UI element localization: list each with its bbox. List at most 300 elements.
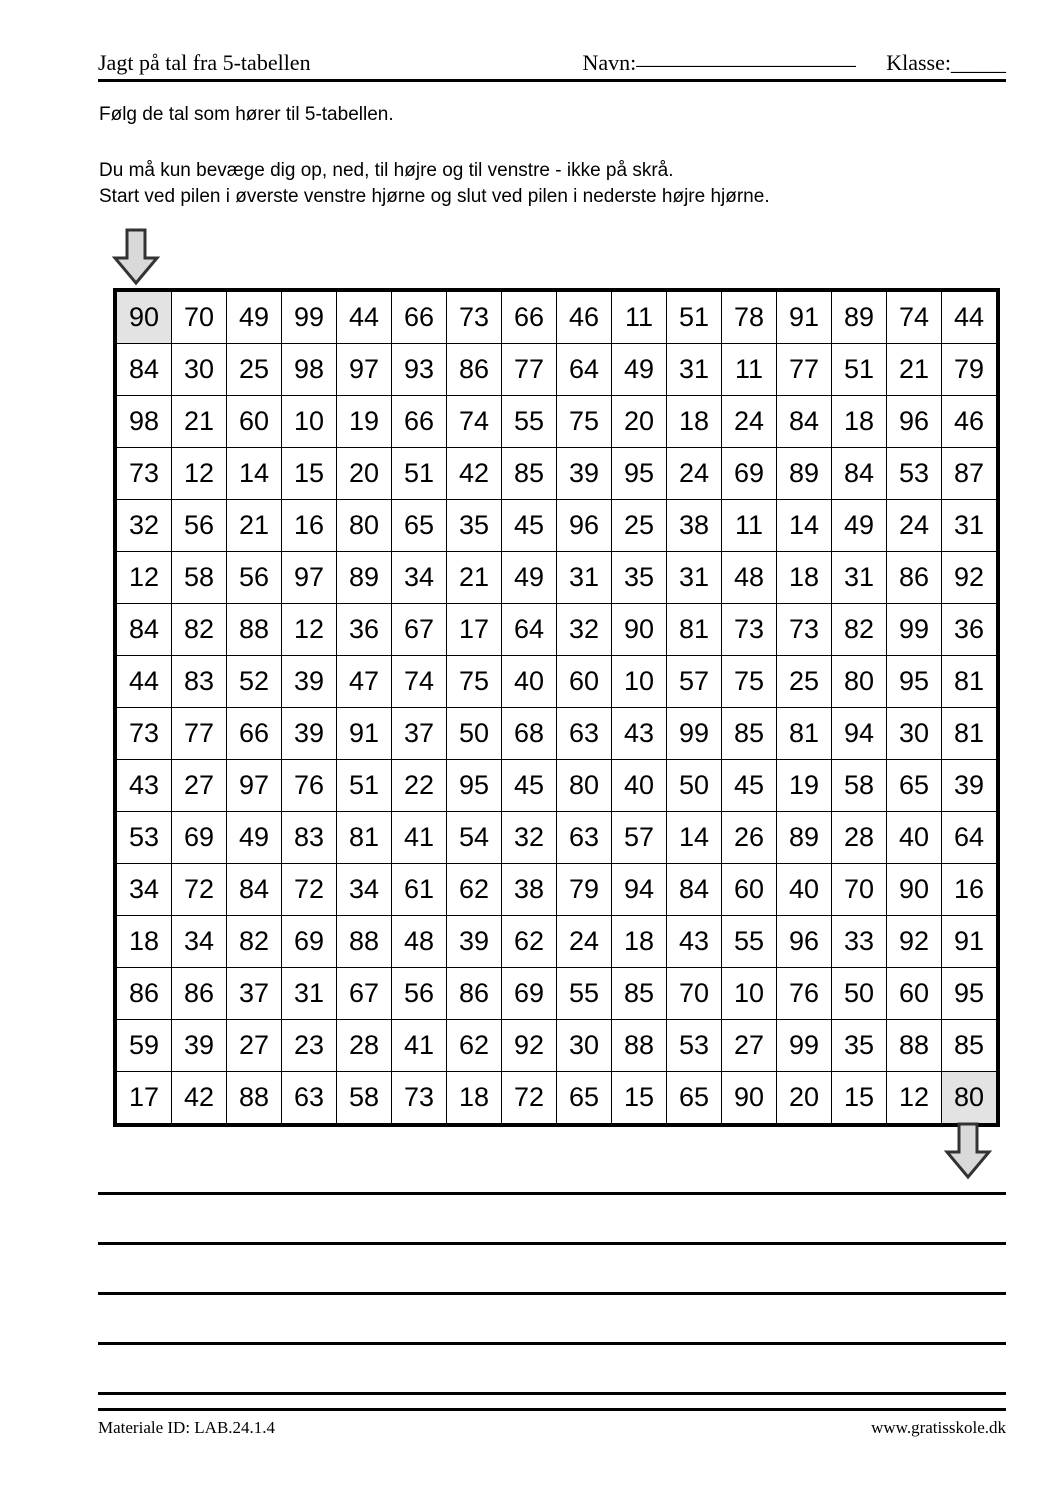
grid-cell[interactable]: 81 <box>777 708 832 760</box>
grid-cell[interactable]: 11 <box>722 344 777 396</box>
class-label: Klasse: <box>886 50 951 75</box>
grid-cell[interactable]: 39 <box>942 760 997 812</box>
grid-row <box>117 916 997 968</box>
grid-cell[interactable]: 75 <box>722 656 777 708</box>
grid-cell[interactable]: 60 <box>557 656 612 708</box>
grid-cell[interactable]: 27 <box>722 1020 777 1072</box>
grid-cell[interactable]: 12 <box>887 1072 942 1124</box>
grid-cell[interactable]: 30 <box>172 344 227 396</box>
grid-cell[interactable]: 44 <box>942 292 997 344</box>
grid-cell[interactable]: 35 <box>612 552 667 604</box>
grid-cell[interactable]: 32 <box>117 500 172 552</box>
grid-cell[interactable]: 97 <box>227 760 282 812</box>
end-down-arrow-icon <box>944 1122 992 1185</box>
grid-cell[interactable]: 24 <box>557 916 612 968</box>
grid-cell[interactable]: 54 <box>447 812 502 864</box>
website-link[interactable]: www.gratisskole.dk <box>871 1418 1006 1437</box>
grid-cell[interactable]: 80 <box>557 760 612 812</box>
grid-cell[interactable]: 24 <box>887 500 942 552</box>
grid-cell[interactable]: 24 <box>667 448 722 500</box>
grid-cell[interactable]: 76 <box>777 968 832 1020</box>
grid-cell[interactable]: 21 <box>447 552 502 604</box>
grid-cell[interactable]: 25 <box>777 656 832 708</box>
grid-cell[interactable]: 94 <box>832 708 887 760</box>
start-down-arrow-icon <box>112 228 160 291</box>
answer-line[interactable] <box>98 1292 1006 1295</box>
grid-cell[interactable]: 86 <box>447 344 502 396</box>
grid-cell[interactable]: 45 <box>722 760 777 812</box>
grid-cell[interactable]: 44 <box>337 292 392 344</box>
grid-cell[interactable]: 45 <box>502 760 557 812</box>
grid-cell[interactable]: 88 <box>612 1020 667 1072</box>
grid-cell[interactable]: 12 <box>172 448 227 500</box>
grid-cell[interactable]: 73 <box>777 604 832 656</box>
grid-cell[interactable]: 73 <box>447 292 502 344</box>
grid-cell[interactable]: 84 <box>117 604 172 656</box>
grid-cell[interactable]: 27 <box>172 760 227 812</box>
grid-cell[interactable]: 81 <box>942 708 997 760</box>
grid-cell[interactable]: 81 <box>667 604 722 656</box>
grid-cell[interactable]: 41 <box>392 812 447 864</box>
grid-cell[interactable]: 50 <box>447 708 502 760</box>
grid-cell[interactable]: 56 <box>172 500 227 552</box>
grid-cell[interactable]: 46 <box>557 292 612 344</box>
grid-cell[interactable]: 69 <box>502 968 557 1020</box>
grid-cell[interactable]: 53 <box>117 812 172 864</box>
grid-cell[interactable]: 49 <box>227 292 282 344</box>
grid-cell[interactable]: 39 <box>172 1020 227 1072</box>
grid-cell[interactable]: 70 <box>832 864 887 916</box>
grid-cell[interactable]: 31 <box>282 968 337 1020</box>
grid-cell[interactable]: 49 <box>227 812 282 864</box>
grid-row <box>117 1072 997 1124</box>
grid-cell[interactable]: 32 <box>557 604 612 656</box>
grid-cell[interactable]: 90 <box>722 1072 777 1124</box>
grid-cell[interactable]: 15 <box>282 448 337 500</box>
grid-cell[interactable]: 15 <box>832 1072 887 1124</box>
number-grid-table <box>116 291 997 1124</box>
grid-cell[interactable]: 12 <box>117 552 172 604</box>
grid-cell[interactable]: 31 <box>557 552 612 604</box>
grid-cell[interactable]: 81 <box>942 656 997 708</box>
grid-cell[interactable]: 17 <box>117 1072 172 1124</box>
grid-cell[interactable]: 64 <box>942 812 997 864</box>
grid-cell[interactable]: 55 <box>557 968 612 1020</box>
grid-cell[interactable]: 66 <box>392 396 447 448</box>
page-title: Jagt på tal fra 5-tabellen <box>98 50 311 75</box>
number-grid-body <box>117 292 997 1124</box>
grid-cell[interactable]: 39 <box>282 708 337 760</box>
grid-row <box>117 344 997 396</box>
grid-cell[interactable]: 55 <box>502 396 557 448</box>
grid-cell[interactable]: 55 <box>722 916 777 968</box>
grid-cell[interactable]: 74 <box>447 396 502 448</box>
grid-cell[interactable]: 35 <box>832 1020 887 1072</box>
grid-cell[interactable]: 73 <box>117 708 172 760</box>
grid-cell[interactable]: 16 <box>282 500 337 552</box>
grid-cell[interactable]: 28 <box>337 1020 392 1072</box>
grid-cell[interactable]: 62 <box>502 916 557 968</box>
header-divider <box>98 79 1006 82</box>
grid-cell[interactable]: 89 <box>777 812 832 864</box>
grid-cell[interactable]: 60 <box>722 864 777 916</box>
grid-cell[interactable]: 39 <box>282 656 337 708</box>
grid-cell[interactable]: 11 <box>722 500 777 552</box>
grid-cell[interactable]: 78 <box>722 292 777 344</box>
grid-cell[interactable]: 21 <box>227 500 282 552</box>
grid-row <box>117 292 997 344</box>
grid-cell[interactable]: 80 <box>337 500 392 552</box>
answer-line[interactable] <box>98 1192 1006 1195</box>
grid-cell[interactable]: 50 <box>832 968 887 1020</box>
grid-cell[interactable]: 15 <box>612 1072 667 1124</box>
grid-cell[interactable]: 98 <box>117 396 172 448</box>
grid-row <box>117 1020 997 1072</box>
grid-cell[interactable]: 47 <box>337 656 392 708</box>
grid-row <box>117 812 997 864</box>
grid-cell[interactable]: 79 <box>942 344 997 396</box>
grid-cell[interactable]: 44 <box>117 656 172 708</box>
grid-row <box>117 448 997 500</box>
grid-cell[interactable]: 92 <box>887 916 942 968</box>
grid-cell[interactable]: 27 <box>227 1020 282 1072</box>
grid-cell[interactable]: 66 <box>502 292 557 344</box>
grid-cell[interactable]: 14 <box>227 448 282 500</box>
grid-cell[interactable]: 90 <box>887 864 942 916</box>
grid-cell[interactable]: 28 <box>832 812 887 864</box>
grid-cell[interactable]: 37 <box>392 708 447 760</box>
grid-cell[interactable]: 86 <box>117 968 172 1020</box>
grid-cell[interactable]: 77 <box>777 344 832 396</box>
grid-cell[interactable]: 49 <box>502 552 557 604</box>
grid-cell[interactable]: 65 <box>392 500 447 552</box>
grid-cell[interactable]: 84 <box>832 448 887 500</box>
grid-row <box>117 500 997 552</box>
grid-cell[interactable]: 95 <box>887 656 942 708</box>
grid-cell[interactable]: 67 <box>337 968 392 1020</box>
grid-cell[interactable]: 25 <box>227 344 282 396</box>
answer-lines <box>98 1192 1006 1395</box>
grid-cell[interactable]: 99 <box>282 292 337 344</box>
grid-cell[interactable]: 89 <box>777 448 832 500</box>
grid-cell[interactable]: 50 <box>667 760 722 812</box>
grid-cell[interactable]: 69 <box>722 448 777 500</box>
grid-cell[interactable]: 94 <box>612 864 667 916</box>
grid-cell[interactable]: 12 <box>282 604 337 656</box>
instruction-rules <box>99 158 770 210</box>
grid-cell[interactable]: 40 <box>612 760 667 812</box>
grid-cell[interactable]: 84 <box>667 864 722 916</box>
grid-cell[interactable]: 16 <box>942 864 997 916</box>
grid-cell[interactable]: 25 <box>612 500 667 552</box>
grid-cell[interactable]: 92 <box>502 1020 557 1072</box>
grid-cell[interactable]: 38 <box>667 500 722 552</box>
grid-cell[interactable]: 96 <box>777 916 832 968</box>
grid-cell[interactable]: 98 <box>282 344 337 396</box>
grid-cell[interactable]: 82 <box>172 604 227 656</box>
grid-cell[interactable]: 18 <box>832 396 887 448</box>
name-label: Navn: <box>582 50 637 75</box>
grid-cell[interactable]: 91 <box>942 916 997 968</box>
grid-cell[interactable]: 72 <box>502 1072 557 1124</box>
grid-cell[interactable]: 62 <box>447 1020 502 1072</box>
grid-cell[interactable]: 36 <box>942 604 997 656</box>
grid-cell[interactable]: 20 <box>612 396 667 448</box>
grid-cell[interactable]: 62 <box>447 864 502 916</box>
grid-cell-end[interactable]: 80 <box>942 1072 997 1124</box>
grid-cell[interactable]: 88 <box>887 1020 942 1072</box>
grid-cell[interactable]: 42 <box>447 448 502 500</box>
grid-cell[interactable]: 86 <box>172 968 227 1020</box>
grid-cell[interactable]: 10 <box>722 968 777 1020</box>
grid-cell[interactable]: 91 <box>337 708 392 760</box>
grid-cell[interactable]: 19 <box>777 760 832 812</box>
grid-cell[interactable]: 30 <box>557 1020 612 1072</box>
grid-cell[interactable]: 83 <box>172 656 227 708</box>
grid-row <box>117 552 997 604</box>
grid-cell[interactable]: 34 <box>172 916 227 968</box>
instruction-primary: Følg de tal som hører til 5-tabellen. <box>99 104 394 125</box>
grid-cell[interactable]: 70 <box>172 292 227 344</box>
grid-cell[interactable]: 74 <box>392 656 447 708</box>
grid-cell[interactable]: 73 <box>117 448 172 500</box>
grid-cell[interactable]: 21 <box>887 344 942 396</box>
grid-row <box>117 864 997 916</box>
grid-cell[interactable]: 61 <box>392 864 447 916</box>
grid-cell[interactable]: 75 <box>447 656 502 708</box>
grid-cell[interactable]: 34 <box>337 864 392 916</box>
grid-cell[interactable]: 64 <box>557 344 612 396</box>
grid-cell[interactable]: 63 <box>557 812 612 864</box>
grid-cell[interactable]: 51 <box>392 448 447 500</box>
grid-cell[interactable]: 21 <box>172 396 227 448</box>
grid-cell[interactable]: 36 <box>337 604 392 656</box>
grid-cell[interactable]: 96 <box>887 396 942 448</box>
grid-cell[interactable]: 82 <box>832 604 887 656</box>
grid-cell[interactable]: 63 <box>557 708 612 760</box>
instruction-startend: Start ved pilen i øverste venstre hjørne og slut ved pilen i nederste højre hjørne. <box>99 186 770 207</box>
grid-cell[interactable]: 99 <box>667 708 722 760</box>
grid-cell[interactable]: 84 <box>117 344 172 396</box>
grid-cell[interactable]: 56 <box>392 968 447 1020</box>
grid-cell[interactable]: 43 <box>117 760 172 812</box>
grid-cell[interactable]: 66 <box>392 292 447 344</box>
grid-cell[interactable]: 92 <box>942 552 997 604</box>
grid-cell[interactable]: 79 <box>557 864 612 916</box>
grid-cell[interactable]: 34 <box>392 552 447 604</box>
grid-cell[interactable]: 74 <box>887 292 942 344</box>
grid-cell[interactable]: 46 <box>942 396 997 448</box>
grid-cell[interactable]: 72 <box>282 864 337 916</box>
grid-cell[interactable]: 65 <box>557 1072 612 1124</box>
page-header <box>98 44 1006 82</box>
grid-cell[interactable]: 19 <box>337 396 392 448</box>
grid-cell[interactable]: 34 <box>117 864 172 916</box>
grid-cell[interactable]: 17 <box>447 604 502 656</box>
grid-cell[interactable]: 86 <box>887 552 942 604</box>
grid-cell[interactable]: 52 <box>227 656 282 708</box>
grid-cell[interactable]: 84 <box>777 396 832 448</box>
grid-cell[interactable]: 18 <box>612 916 667 968</box>
grid-cell[interactable]: 57 <box>667 656 722 708</box>
grid-cell[interactable]: 65 <box>887 760 942 812</box>
grid-cell[interactable]: 58 <box>172 552 227 604</box>
grid-cell[interactable]: 31 <box>942 500 997 552</box>
grid-row <box>117 708 997 760</box>
grid-cell[interactable]: 97 <box>282 552 337 604</box>
grid-cell[interactable]: 49 <box>832 500 887 552</box>
grid-row <box>117 760 997 812</box>
grid-cell[interactable]: 32 <box>502 812 557 864</box>
grid-cell[interactable]: 18 <box>777 552 832 604</box>
grid-cell[interactable]: 48 <box>392 916 447 968</box>
grid-cell[interactable]: 31 <box>667 344 722 396</box>
grid-cell[interactable]: 10 <box>612 656 667 708</box>
grid-cell[interactable]: 31 <box>667 552 722 604</box>
grid-cell[interactable]: 43 <box>612 708 667 760</box>
grid-cell[interactable]: 58 <box>337 1072 392 1124</box>
grid-cell[interactable]: 70 <box>667 968 722 1020</box>
number-grid <box>113 288 1000 1127</box>
grid-cell[interactable]: 40 <box>777 864 832 916</box>
grid-cell[interactable]: 83 <box>282 812 337 864</box>
grid-cell[interactable]: 14 <box>777 500 832 552</box>
grid-cell[interactable]: 57 <box>612 812 667 864</box>
class-field-group <box>886 50 1006 76</box>
grid-cell[interactable]: 85 <box>612 968 667 1020</box>
grid-cell[interactable]: 51 <box>832 344 887 396</box>
grid-cell[interactable]: 77 <box>172 708 227 760</box>
grid-cell[interactable]: 58 <box>832 760 887 812</box>
grid-cell[interactable]: 51 <box>337 760 392 812</box>
answer-line[interactable] <box>98 1392 1006 1395</box>
grid-cell[interactable]: 67 <box>392 604 447 656</box>
grid-cell[interactable]: 39 <box>557 448 612 500</box>
grid-cell[interactable]: 11 <box>612 292 667 344</box>
grid-cell[interactable]: 81 <box>337 812 392 864</box>
grid-cell[interactable]: 60 <box>887 968 942 1020</box>
grid-cell-start[interactable]: 90 <box>117 292 172 344</box>
grid-cell[interactable]: 23 <box>282 1020 337 1072</box>
grid-cell[interactable]: 41 <box>392 1020 447 1072</box>
grid-cell[interactable]: 65 <box>667 1072 722 1124</box>
grid-cell[interactable]: 18 <box>667 396 722 448</box>
grid-cell[interactable]: 86 <box>447 968 502 1020</box>
grid-cell[interactable]: 30 <box>887 708 942 760</box>
grid-cell[interactable]: 40 <box>887 812 942 864</box>
answer-line[interactable] <box>98 1342 1006 1345</box>
grid-cell[interactable]: 84 <box>227 864 282 916</box>
grid-cell[interactable]: 87 <box>942 448 997 500</box>
grid-cell[interactable]: 20 <box>337 448 392 500</box>
grid-cell[interactable]: 35 <box>447 500 502 552</box>
grid-row <box>117 656 997 708</box>
grid-cell[interactable]: 95 <box>612 448 667 500</box>
grid-cell[interactable]: 45 <box>502 500 557 552</box>
grid-cell[interactable]: 42 <box>172 1072 227 1124</box>
grid-cell[interactable]: 77 <box>502 344 557 396</box>
grid-cell[interactable]: 89 <box>337 552 392 604</box>
grid-cell[interactable]: 43 <box>667 916 722 968</box>
grid-cell[interactable]: 95 <box>447 760 502 812</box>
grid-cell[interactable]: 82 <box>227 916 282 968</box>
grid-cell[interactable]: 72 <box>172 864 227 916</box>
grid-cell[interactable]: 88 <box>227 604 282 656</box>
grid-cell[interactable]: 31 <box>832 552 887 604</box>
grid-cell[interactable]: 60 <box>227 396 282 448</box>
grid-cell[interactable]: 18 <box>117 916 172 968</box>
grid-cell[interactable]: 76 <box>282 760 337 812</box>
grid-cell[interactable]: 85 <box>722 708 777 760</box>
grid-cell[interactable]: 49 <box>612 344 667 396</box>
page-footer <box>98 1417 1006 1439</box>
grid-cell[interactable]: 33 <box>832 916 887 968</box>
grid-cell[interactable]: 85 <box>502 448 557 500</box>
grid-cell[interactable]: 99 <box>777 1020 832 1072</box>
grid-cell[interactable]: 96 <box>557 500 612 552</box>
grid-cell[interactable]: 51 <box>667 292 722 344</box>
grid-cell[interactable]: 40 <box>502 656 557 708</box>
grid-cell[interactable]: 88 <box>337 916 392 968</box>
grid-cell[interactable]: 22 <box>392 760 447 812</box>
grid-cell[interactable]: 53 <box>887 448 942 500</box>
grid-cell[interactable]: 68 <box>502 708 557 760</box>
grid-cell[interactable]: 59 <box>117 1020 172 1072</box>
grid-cell[interactable]: 90 <box>612 604 667 656</box>
grid-cell[interactable]: 24 <box>722 396 777 448</box>
grid-cell[interactable]: 88 <box>227 1072 282 1124</box>
grid-cell[interactable]: 80 <box>832 656 887 708</box>
grid-cell[interactable]: 14 <box>667 812 722 864</box>
footer-divider <box>98 1408 1006 1411</box>
answer-line[interactable] <box>98 1242 1006 1245</box>
grid-cell[interactable]: 75 <box>557 396 612 448</box>
grid-cell[interactable]: 38 <box>502 864 557 916</box>
grid-cell[interactable]: 73 <box>722 604 777 656</box>
grid-cell[interactable]: 10 <box>282 396 337 448</box>
grid-cell[interactable]: 85 <box>942 1020 997 1072</box>
name-field-group <box>582 44 856 76</box>
grid-cell[interactable]: 97 <box>337 344 392 396</box>
grid-cell[interactable]: 56 <box>227 552 282 604</box>
grid-cell[interactable]: 69 <box>282 916 337 968</box>
grid-cell[interactable]: 18 <box>447 1072 502 1124</box>
class-input-line[interactable]: _____ <box>951 50 1006 75</box>
grid-cell[interactable]: 91 <box>777 292 832 344</box>
material-id: Materiale ID: LAB.24.1.4 <box>98 1418 276 1437</box>
grid-cell[interactable]: 37 <box>227 968 282 1020</box>
grid-cell[interactable]: 99 <box>887 604 942 656</box>
grid-cell[interactable]: 93 <box>392 344 447 396</box>
grid-cell[interactable]: 48 <box>722 552 777 604</box>
grid-cell[interactable]: 63 <box>282 1072 337 1124</box>
grid-row <box>117 968 997 1020</box>
grid-cell[interactable]: 73 <box>392 1072 447 1124</box>
grid-cell[interactable]: 39 <box>447 916 502 968</box>
grid-row <box>117 604 997 656</box>
grid-cell[interactable]: 66 <box>227 708 282 760</box>
grid-cell[interactable]: 26 <box>722 812 777 864</box>
grid-cell[interactable]: 95 <box>942 968 997 1020</box>
instruction-movement: Du må kun bevæge dig op, ned, til højre og til venstre - ikke på skrå. <box>99 160 674 181</box>
grid-row <box>117 396 997 448</box>
grid-cell[interactable]: 53 <box>667 1020 722 1072</box>
grid-cell[interactable]: 69 <box>172 812 227 864</box>
grid-cell[interactable]: 89 <box>832 292 887 344</box>
grid-cell[interactable]: 20 <box>777 1072 832 1124</box>
name-input-line[interactable]: ____________________ <box>636 44 857 69</box>
grid-cell[interactable]: 64 <box>502 604 557 656</box>
